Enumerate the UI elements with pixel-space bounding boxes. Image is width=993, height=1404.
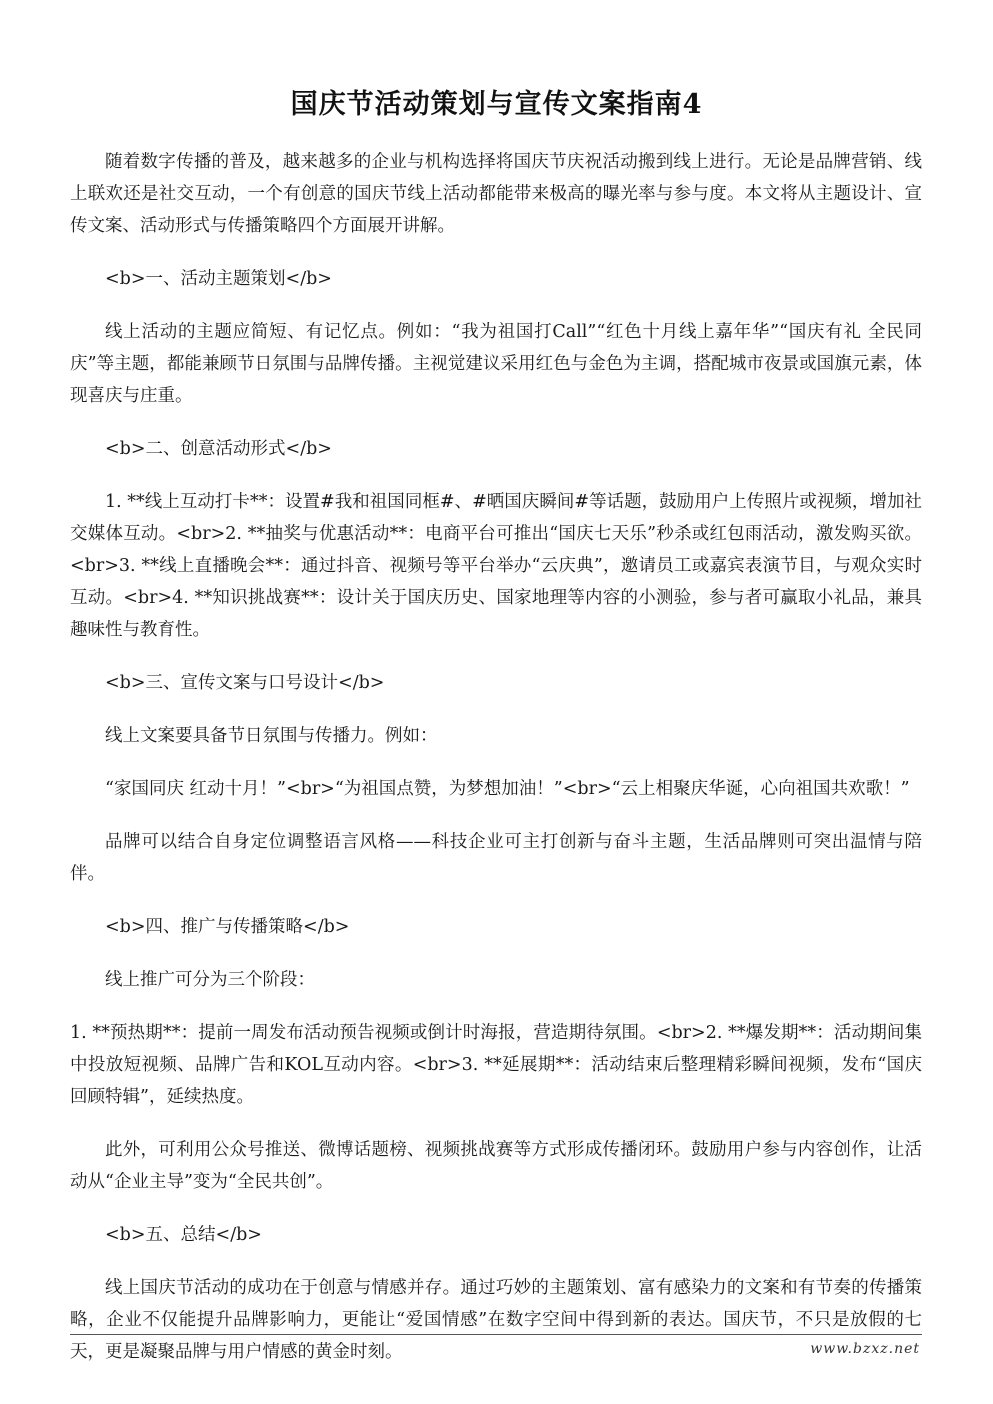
paragraph-intro: 随着数字传播的普及，越来越多的企业与机构选择将国庆节庆祝活动搬到线上进行。无论是品牌营销、线上联欢还是社交互动，一个有创意的国庆节线上活动都能带来极高的曝光率与参与度。本文将从主题设计、宣传文案、活动形式与传播策略四个方面展开讲解。 xyxy=(70,152,922,236)
footer-url: www.bzxz.net xyxy=(810,1341,920,1357)
paragraph-loop: 此外，可利用公众号推送、微博话题榜、视频挑战赛等方式形成传播闭环。鼓励用户参与内容创作，让活动从“企业主导”变为“全民共创”。 xyxy=(70,1140,922,1192)
paragraph-slogans: “家国同庆 红动十月！”<br>“为祖国点赞，为梦想加油！”<br>“云上相聚庆华诞，心向祖国共欢歌！” xyxy=(105,779,910,799)
section-heading-4: <b>四、推广与传播策略</b> xyxy=(105,917,350,937)
paragraph-brand-style: 品牌可以结合自身定位调整语言风格——科技企业可主打创新与奋斗主题，生活品牌则可突出温情与陪伴。 xyxy=(70,832,922,884)
paragraph-promo-stages: 1. **预热期**：提前一周发布活动预告视频或倒计时海报，营造期待氛围。<br>2. **爆发期**：活动期间集中投放短视频、品牌广告和KOL互动内容。<br>3. **延展期**：活动结束后整理精彩瞬间视频，发布“国庆回顾特辑”，延续热度。 xyxy=(70,1023,922,1107)
paragraph-promo-intro: 线上推广可分为三个阶段： xyxy=(105,970,315,990)
paragraph-theme: 线上活动的主题应简短、有记忆点。例如：“我为祖国打Call”“红色十月线上嘉年华”“国庆有礼 全民同庆”等主题，都能兼顾节日氛围与品牌传播。主视觉建议采用红色与金色为主调，搭配城市夜景或国旗元素，体现喜庆与庄重。 xyxy=(70,322,922,406)
paragraph-summary: 线上国庆节活动的成功在于创意与情感并存。通过巧妙的主题策划、富有感染力的文案和有节奏的传播策略，企业不仅能提升品牌影响力，更能让“爱国情感”在数字空间中得到新的表达。国庆节，不只是放假的七天，更是凝聚品牌与用户情感的黄金时刻。 xyxy=(70,1278,922,1362)
paragraph-activity-forms: 1. **线上互动打卡**：设置#我和祖国同框#、#晒国庆瞬间#等话题，鼓励用户上传照片或视频，增加社交媒体互动。<br>2. **抽奖与优惠活动**：电商平台可推出“国庆七天乐”秒杀或红包雨活动，激发购买欲。<br>3. **线上直播晚会**：通过抖音、视频号等平台举办“云庆典”，邀请员工或嘉宾表演节目，与观众实时互动。<br>4. **知识挑战赛**：设计关于国庆历史、国家地理等内容的小测验，参与者可赢取小礼品，兼具趣味性与教育性。 xyxy=(70,492,922,640)
footer-divider xyxy=(70,1334,922,1335)
page-title: 国庆节活动策划与宣传文案指南4 xyxy=(290,89,703,120)
section-heading-1: <b>一、活动主题策划</b> xyxy=(105,269,332,289)
section-heading-3: <b>三、宣传文案与口号设计</b> xyxy=(105,673,385,693)
document-body xyxy=(70,146,922,1389)
section-heading-2: <b>二、创意活动形式</b> xyxy=(105,439,332,459)
paragraph-copy-intro: 线上文案要具备节日氛围与传播力。例如： xyxy=(105,726,438,746)
section-heading-5: <b>五、总结</b> xyxy=(105,1225,262,1245)
